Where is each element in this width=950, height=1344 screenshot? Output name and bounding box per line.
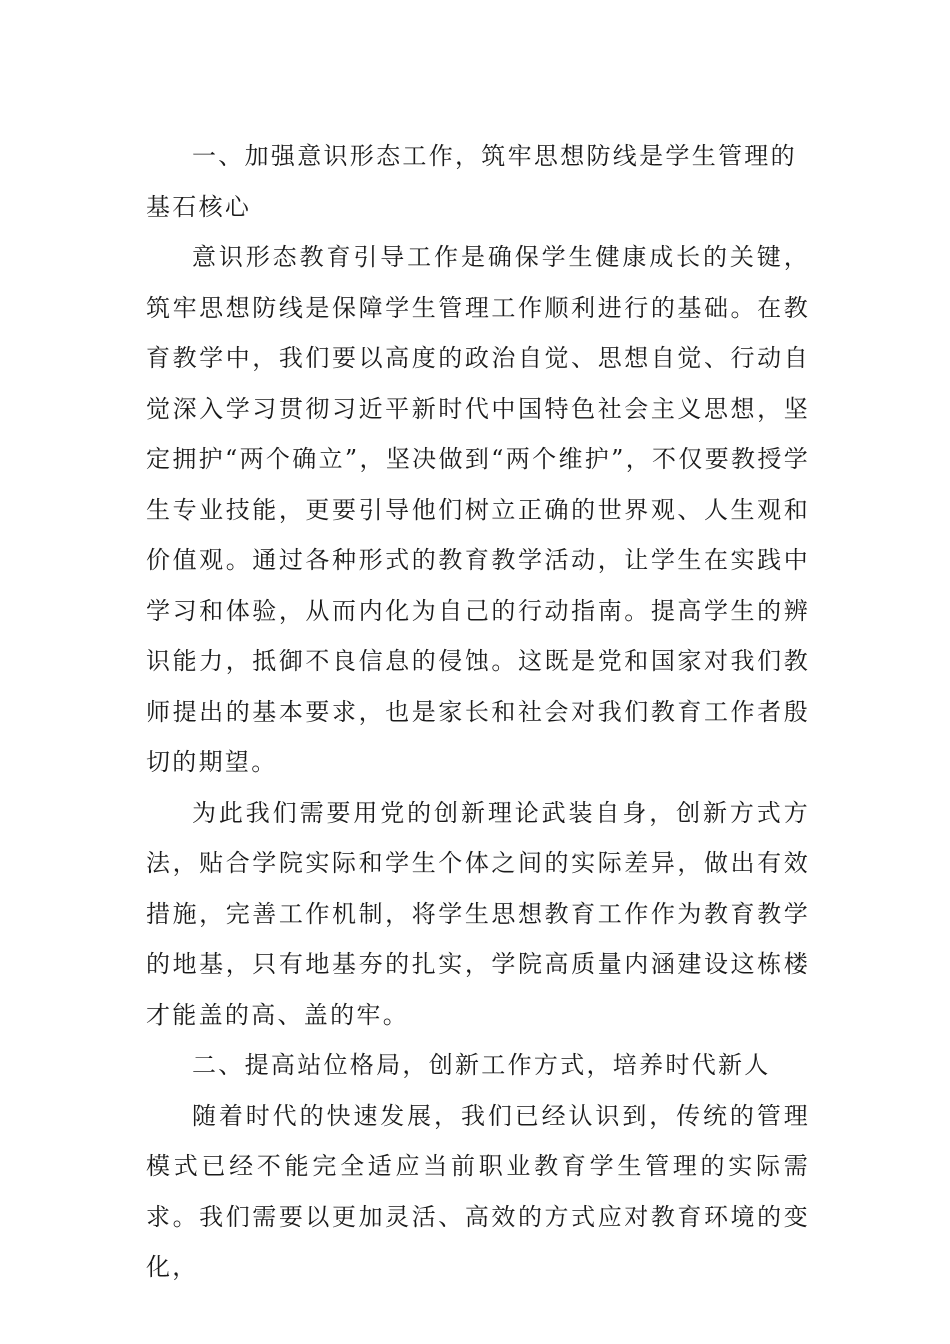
body-paragraph-2: 为此我们需要用党的创新理论武装自身，创新方式方法，贴合学院实际和学生个体之间的实际差异，做出有效措施，完善工作机制，将学生思想教育工作作为教育教学的地基，只有地基夯的扎实，学院高质量内涵建设这栋楼才能盖的高、盖的牢。 <box>146 798 810 1029</box>
section-heading-1: 一、加强意识形态工作，筑牢思想防线是学生管理的基石核心 <box>146 142 797 221</box>
section-heading-2: 二、提高站位格局，创新工作方式，培养时代新人 <box>192 1051 771 1079</box>
body-paragraph-1: 意识形态教育引导工作是确保学生健康成长的关键，筑牢思想防线是保障学生管理工作顺利进行的基础。在教育教学中，我们要以高度的政治自觉、思想自觉、行动自觉深入学习贯彻习近平新时代中国特色社会主义思想，坚定拥护“两个确立”，坚决做到“两个维护”，不仅要教授学生专业技能，更要引导他们树立正确的世界观、人生观和价值观。通过各种形式的教育教学活动，让学生在实践中学习和体验，从而内化为自己的行动指南。提高学生的辨识能力，抵御不良信息的侵蚀。这既是党和国家对我们教师提出的基本要求，也是家长和社会对我们教育工作者殷切的期望。 <box>146 243 810 776</box>
document-body <box>146 131 810 1293</box>
body-paragraph-3: 随着时代的快速发展，我们已经认识到，传统的管理模式已经不能完全适应当前职业教育学生管理的实际需求。我们需要以更加灵活、高效的方式应对教育环境的变化， <box>146 1101 810 1281</box>
